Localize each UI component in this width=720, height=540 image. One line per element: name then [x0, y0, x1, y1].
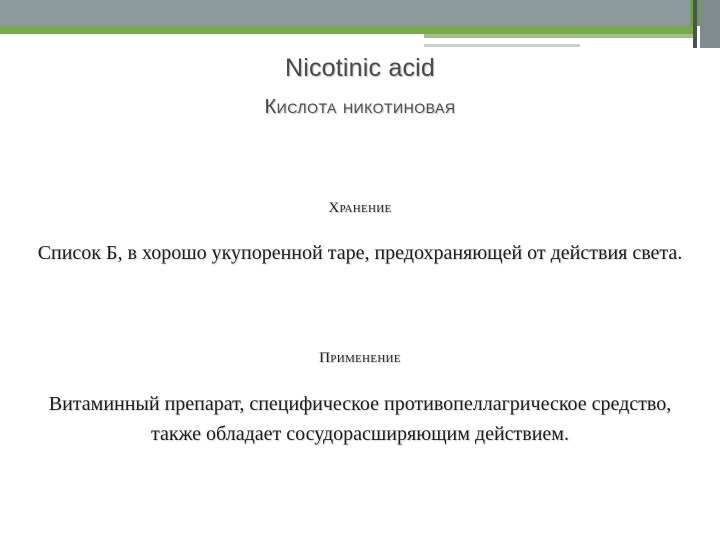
slide-title-russian: Кислота никотиновая	[264, 96, 456, 118]
storage-heading: Хранение	[328, 200, 392, 216]
storage-text: Список Б, в хорошо укупоренной таре, предохраняющей от действия света.	[37, 242, 683, 264]
header-thin-line	[424, 34, 693, 38]
header-green-line	[0, 26, 693, 34]
usage-heading: Применение	[319, 350, 401, 366]
header-grey-line	[424, 44, 580, 47]
usage-text: Витаминный препарат, специфическое противопеллагрическое средство, также обладает сосудорасширяющим действием.	[48, 393, 672, 445]
header-right-block	[700, 0, 720, 48]
slide-title-latin: Nicotinic acid	[284, 54, 436, 82]
header-right-stripe	[693, 0, 697, 48]
header-bar	[0, 0, 690, 26]
